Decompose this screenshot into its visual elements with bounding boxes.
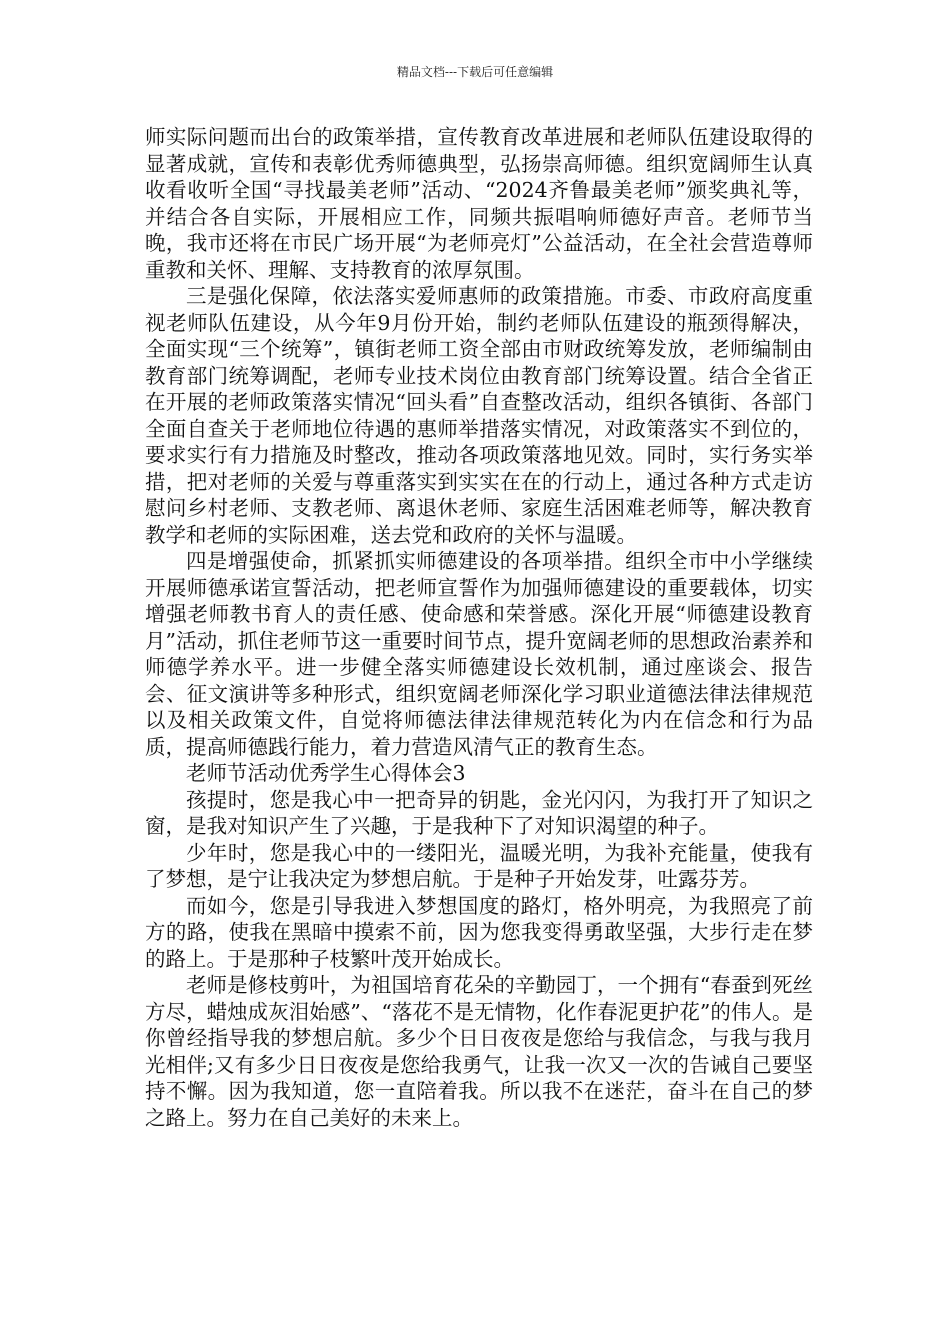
essay-paragraph-childhood: 孩提时，您是我心中一把奇异的钥匙，金光闪闪，为我打开了知识之窗，是我对知识产生了兴趣，于是我种下了对知识渴望的种子。 <box>145 787 813 838</box>
essay-paragraph-present: 而如今，您是引导我进入梦想国度的路灯，格外明亮，为我照亮了前方的路，使我在黑暗中摸索不前，因为您我变得勇敢坚强，大步行走在梦的路上。于是那种子枝繁叶茂开始成长。 <box>145 893 813 971</box>
paragraph-continuation: 师实际问题而出台的政策举措，宣传教育改革进展和老师队伍建设取得的显著成就，宣传和表彰优秀师德典型，弘扬崇高师德。组织宽阔师生认真收看收听全国“寻找最美老师”活动、“2024齐鲁最美老师”颁奖典礼等，并结合各自实际，开展相应工作，同频共振唱响师德好声音。老师节当晚，我市还将在市民广场开展“为老师亮灯”公益活动，在全社会营造尊师重教和关怀、理解、支持教育的浓厚氛围。 <box>145 125 813 282</box>
document-body <box>145 124 813 1131</box>
paragraph-third-measure: 三是强化保障，依法落实爱师惠师的政策措施。市委、市政府高度重视老师队伍建设，从今年9月份开始，制约老师队伍建设的瓶颈得解决，全面实现“三个统筹”，镇街老师工资全部由市财政统筹发放，老师编制由教育部门统筹调配，老师专业技术岗位由教育部门统筹设置。结合全省正在开展的老师政策落实情况“回头看”自查整改活动，组织各镇街、各部门全面自查关于老师地位待遇的惠师举措落实情况，对政策落实不到位的，要求实行有力措施及时整改，推动各项政策落地见效。同时，实行务实举措，把对老师的关爱与尊重落实到实实在在的行动上，通过各种方式走访慰问乡村老师、支教老师、离退休老师、家庭生活困难老师等，解决教育教学和老师的实际困难，送去党和政府的关怀与温暖。 <box>145 284 813 547</box>
section-title: 老师节活动优秀学生心得体会3 <box>186 761 466 785</box>
essay-paragraph-youth: 少年时，您是我心中的一缕阳光，温暖光明，为我补充能量，使我有了梦想，是宁让我决定为梦想启航。于是种子开始发芽，吐露芬芳。 <box>145 840 813 891</box>
essay-paragraph-teacher: 老师是修枝剪叶，为祖国培育花朵的辛勤园丁，一个拥有“春蚕到死丝方尽，蜡烛成灰泪始感”、“落花不是无情物，化作春泥更护花”的伟人。是你曾经指导我的梦想启航。多少个日日夜夜是您给与我信念，与我与我月光相伴;又有多少日日夜夜是您给我勇气，让我一次又一次的告诫自己要坚持不懈。因为我知道，您一直陪着我。所以我不在迷茫，奋斗在自己的梦之路上。努力在自己美好的未来上。 <box>145 973 813 1130</box>
paragraph-fourth-measure: 四是增强使命，抓紧抓实师德建设的各项举措。组织全市中小学继续开展师德承诺宣誓活动，把老师宣誓作为加强师德建设的重要载体，切实增强老师教书育人的责任感、使命感和荣誉感。深化开展“师德建设教育月”活动，抓住老师节这一重要时间节点，提升宽阔老师的思想政治素养和师德学养水平。进一步健全落实师德建设长效机制，通过座谈会、报告会、征文演讲等多种形式，组织宽阔老师深化学习职业道德法律法律规范以及相关政策文件，自觉将师德法律法律规范转化为内在信念和行为品质，提高师德践行能力，着力营造风清气正的教育生态。 <box>145 549 813 759</box>
page-header: 精品文档---下载后可任意编辑 <box>396 65 554 79</box>
